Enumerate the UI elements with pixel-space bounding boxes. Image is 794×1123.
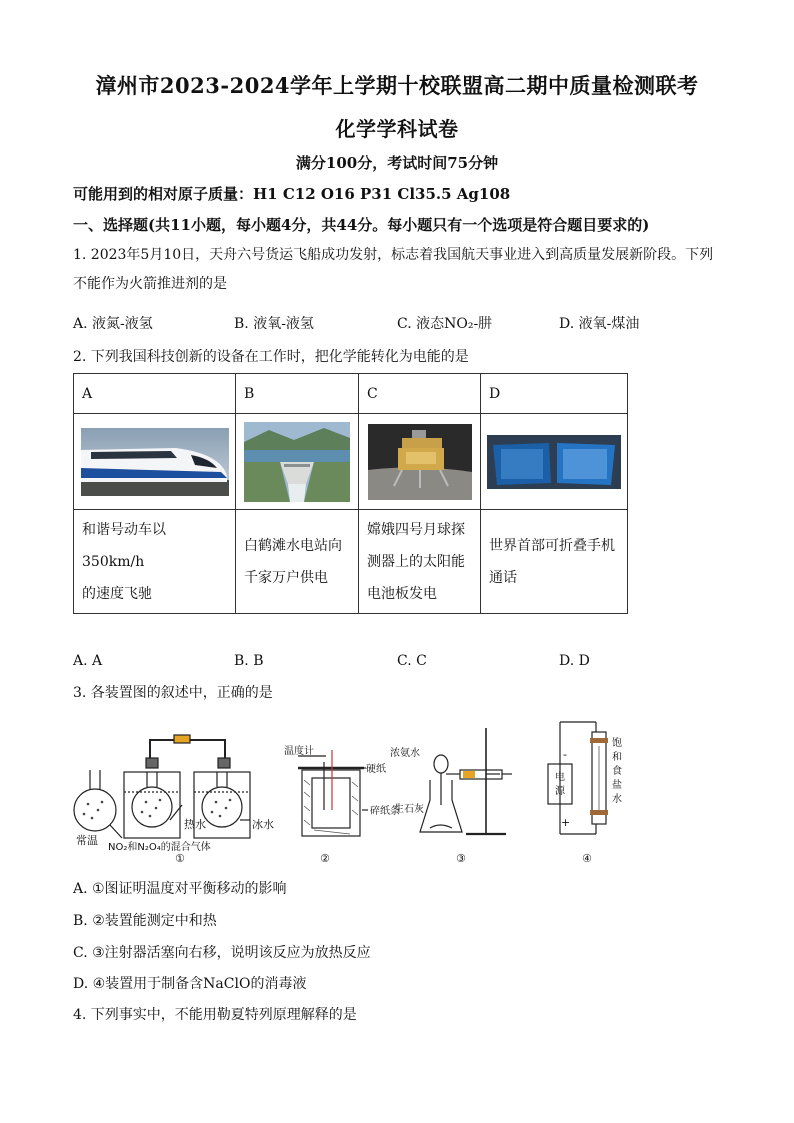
q1-option-b: B. 液氧-液氢 [234, 316, 314, 332]
q4-stem: 4. 下列事实中，不能用勒夏特列原理解释的是 [73, 1007, 357, 1023]
q3-stem: 3. 各装置图的叙述中，正确的是 [73, 685, 273, 701]
q2-image-cell-a [74, 414, 236, 510]
q2-table [73, 373, 628, 614]
q1-option-a: A. 液氮-液氢 [73, 316, 153, 332]
q2-option-b: B. B [234, 653, 264, 669]
label-gas-mix: NO₂和N₂O₄的混合气体 [108, 842, 211, 853]
q2-header-d: D [481, 374, 628, 414]
atomic-mass-line: 可能用到的相对原子质量：H1 C12 O16 P31 Cl35.5 Ag108 [73, 185, 511, 203]
q2-image-cell-d [481, 414, 628, 510]
q3-option-a: A. ①图证明温度对平衡移动的影响 [73, 881, 287, 897]
label-brine-2: 和 [612, 752, 622, 763]
label-minus: - [563, 748, 567, 761]
q2-option-a: A. A [73, 653, 103, 669]
section-heading: 一、选择题(共11小题，每小题4分，共44分。每小题只有一个选项是符合题目要求的) [73, 216, 650, 234]
q1-stem-line1: 1. 2023年5月10日，天舟六号货运飞船成功发射，标志着我国航天事业进入到高质量发展新阶段。下列 [73, 247, 714, 263]
q1-option-c: C. 液态NO₂-肼 [397, 316, 493, 332]
q2-caption-c [359, 510, 481, 614]
label-power-2: 源 [555, 786, 565, 797]
q2-caption-d [481, 510, 628, 614]
q3-apparatus-figure [70, 710, 710, 870]
q2-caption-b [236, 510, 359, 614]
label-num-3: ③ [456, 852, 466, 865]
high-speed-train-image [81, 428, 229, 496]
exam-info: 满分100分，考试时间75分钟 [295, 154, 499, 172]
q2-stem: 2. 下列我国科技创新的设备在工作时，把化学能转化为电能的是 [73, 349, 469, 365]
label-num-2: ② [320, 852, 330, 865]
exam-subtitle: 化学学科试卷 [335, 117, 459, 141]
label-num-1: ① [175, 852, 185, 865]
label-brine-3: 食 [612, 766, 622, 777]
label-thermometer: 温度计 [284, 746, 314, 757]
q2-caption-c-line3: 电池板发电 [367, 585, 437, 602]
label-room-temp: 常温 [76, 834, 98, 847]
label-num-4: ④ [582, 852, 592, 865]
q2-image-cell-b [236, 414, 359, 510]
q3-option-b: B. ②装置能测定中和热 [73, 913, 217, 929]
q2-caption-d-line2: 通话 [489, 569, 517, 586]
q1-stem-line2: 不能作为火箭推进剂的是 [73, 276, 227, 292]
hydropower-dam-image [244, 422, 350, 502]
flask-room-temp [74, 789, 116, 831]
exam-title: 漳州市2023-2024学年上学期十校联盟高二期中质量检测联考 [95, 73, 699, 98]
q2-caption-b-line1: 白鹤滩水电站向 [244, 537, 342, 554]
label-hot-water: 热水 [184, 818, 206, 831]
label-paper-strip: 碎纸条 [370, 806, 400, 817]
label-ammonia: 浓氨水 [390, 748, 420, 759]
q2-caption-d-line1: 世界首部可折叠手机 [489, 537, 615, 554]
label-brine-5: 水 [612, 794, 622, 805]
q2-caption-a-line1: 和谐号动车以350km/h [82, 521, 166, 570]
q3-option-c: C. ③注射器活塞向右移，说明该反应为放热反应 [73, 945, 371, 961]
q2-option-c: C. C [397, 653, 427, 669]
q2-image-cell-c [359, 414, 481, 510]
label-brine-1: 饱 [612, 738, 622, 749]
q2-header-b: B [236, 374, 359, 414]
label-ice-water: 冰水 [252, 818, 274, 831]
q2-option-d: D. D [559, 653, 590, 669]
label-card: 硬纸 [366, 764, 386, 775]
q3-option-d: D. ④装置用于制备含NaClO的消毒液 [73, 976, 307, 992]
q2-caption-c-line2: 测器上的太阳能 [367, 553, 465, 570]
label-brine-4: 盐 [612, 780, 622, 791]
q1-option-d: D. 液氧-煤油 [559, 316, 640, 332]
label-power-1: 电 [555, 772, 565, 783]
q2-caption-c-line1: 嫦娥四号月球探 [367, 521, 465, 538]
q2-caption-a [74, 510, 236, 614]
q2-caption-b-line2: 千家万户供电 [244, 569, 328, 586]
foldable-phone-image [487, 435, 621, 489]
q2-header-a: A [74, 374, 236, 414]
label-plus: + [561, 816, 571, 829]
label-quicklime: 生石灰 [394, 804, 424, 815]
q2-header-c: C [359, 374, 481, 414]
lunar-probe-image [368, 424, 472, 500]
q2-caption-a-line2: 的速度飞驰 [82, 585, 152, 602]
